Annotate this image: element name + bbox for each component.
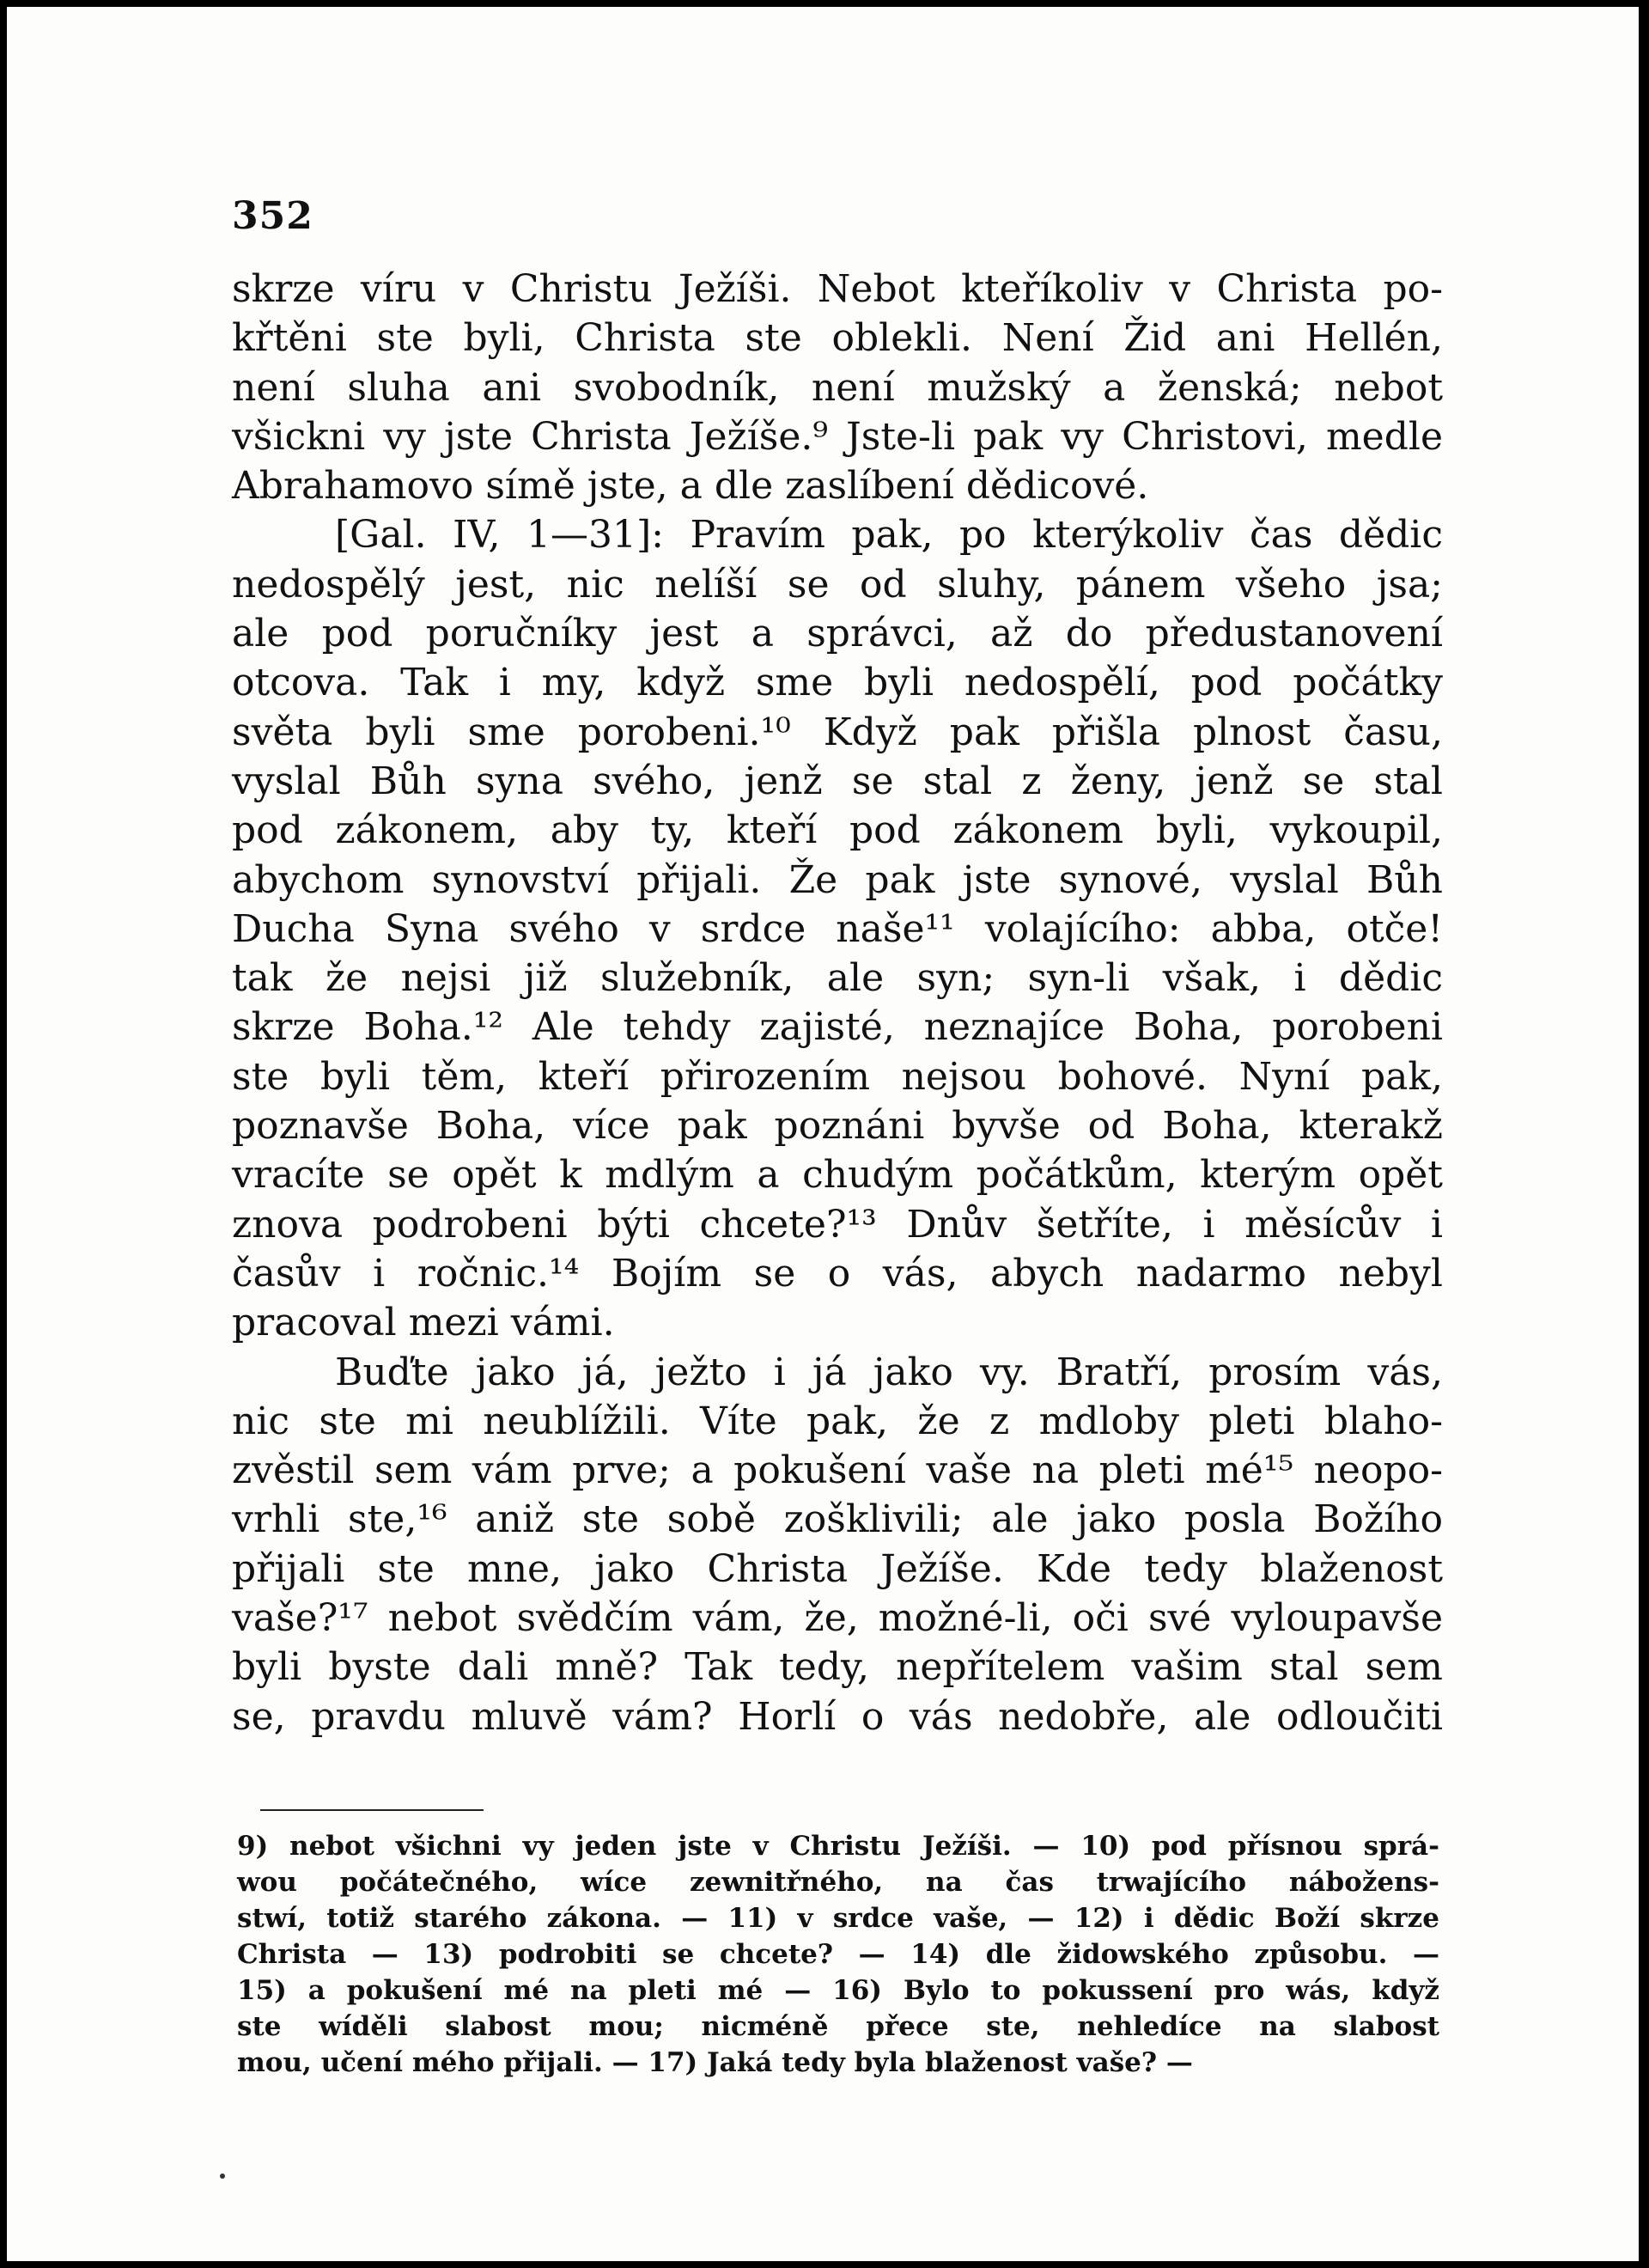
text-line: Ducha Syna svého v srdce naše¹¹ volajícího: abba, otče! <box>232 906 1443 951</box>
text-line: skrze víru v Christu Ježíši. Nebot kteříkoliv v Christa po- <box>232 267 1443 311</box>
text-line: všickni vy jste Christa Ježíše.⁹ Jste-li pak vy Christovi, medle <box>232 414 1443 459</box>
text-line: [Gal. IV, 1—31]: Pravím pak, po kterýkoliv čas dědic <box>335 513 1443 558</box>
footnote-line: wou počátečného, wíce zewnitřného, na čas trwajícího nábožens- <box>237 1867 1439 1898</box>
page-number: 352 <box>232 194 313 238</box>
footnote-line: 9) nebot všichni vy jeden jste v Christu Ježíši. — 10) pod přísnou sprá- <box>237 1831 1439 1862</box>
ink-speck <box>220 2174 225 2179</box>
text-line: ste byli těm, kteří přirozením nejsou bohové. Nyní pak, <box>232 1054 1443 1099</box>
body-text <box>232 265 1443 1741</box>
text-line: abychom synovství přijali. Že pak jste synové, vyslal Bůh <box>232 857 1443 902</box>
text-line: křtěni ste byli, Christa ste oblekli. Není Žid ani Hellén, <box>232 316 1443 361</box>
text-line: přijali ste mne, jako Christa Ježíše. Kde tedy blaženost <box>232 1546 1443 1591</box>
text-line: pod zákonem, aby ty, kteří pod zákonem byli, vykoupil, <box>232 808 1443 853</box>
book-page <box>7 7 1639 2261</box>
footnote-line: ste wíděli slabost mou; nicméně přece ste, nehledíce na slabost <box>237 2011 1439 2042</box>
text-line: pracoval mezi vámi. <box>232 1301 615 1345</box>
text-line: poznavše Boha, více pak poznáni byvše od Boha, kterakž <box>232 1104 1443 1149</box>
footnote-line: mou, učení mého přijali. — 17) Jaká tedy byla blaženost vaše? — <box>237 2047 1193 2078</box>
text-line: Buďte jako já, ježto i já jako vy. Bratří, prosím vás, <box>335 1350 1443 1394</box>
text-line: Abrahamovo símě jste, a dle zaslíbení dědicové. <box>232 464 1149 509</box>
footnote-line: 15) a pokušení mé na pleti mé — 16) Bylo to pokussení pro wás, když <box>237 1975 1439 2006</box>
text-line: vracíte se opět k mdlým a chudým počátkům, kterým opět <box>232 1153 1443 1198</box>
text-line: není sluha ani svobodník, není mužský a ženská; nebot <box>232 365 1443 410</box>
text-line: časův i ročnic.¹⁴ Bojím se o vás, abych nadarmo nebyl <box>232 1251 1443 1296</box>
text-line: vaše?¹⁷ nebot svědčím vám, že, možné-li, oči své vyloupavše <box>232 1596 1443 1641</box>
text-line: tak že nejsi již služebník, ale syn; syn-li však, i dědic <box>232 956 1443 1001</box>
text-line: znova podrobeni býti chcete?¹³ Dnův šetříte, i měsícův i <box>232 1202 1443 1247</box>
text-line: nedospělý jest, nic nelíší se od sluhy, pánem všeho jsa; <box>232 562 1443 607</box>
footnotes <box>237 1828 1439 2081</box>
text-line: vrhli ste,¹⁶ aniž ste sobě zošklivili; ale jako posla Božího <box>232 1497 1443 1542</box>
text-line: zvěstil sem vám prve; a pokušení vaše na pleti mé¹⁵ neopo- <box>232 1448 1443 1493</box>
footnote-line: stwí, totiž starého zákona. — 11) v srdce vaše, — 12) i dědic Boží skrze <box>237 1903 1439 1934</box>
text-line: skrze Boha.¹² Ale tehdy zajisté, neznajíce Boha, porobeni <box>232 1005 1443 1050</box>
text-line: se, pravdu mluvě vám? Horlí o vás nedobře, ale odloučiti <box>232 1694 1443 1739</box>
footnote-divider <box>260 1809 484 1811</box>
text-line: otcova. Tak i my, když sme byli nedospělí, pod počátky <box>232 661 1443 705</box>
text-line: světa byli sme porobeni.¹⁰ Když pak přišla plnost času, <box>232 710 1443 754</box>
text-line: nic ste mi neublížili. Víte pak, že z mdloby pleti blaho- <box>232 1399 1443 1443</box>
footnote-line: Christa — 13) podrobiti se chcete? — 14) dle židowského způsobu. — <box>237 1939 1439 1970</box>
text-line: vyslal Bůh syna svého, jenž se stal z ženy, jenž se stal <box>232 759 1443 803</box>
text-line: ale pod poručníky jest a správci, až do předustanovení <box>232 612 1443 656</box>
text-line: byli byste dali mně? Tak tedy, nepřítelem vašim stal sem <box>232 1645 1443 1690</box>
